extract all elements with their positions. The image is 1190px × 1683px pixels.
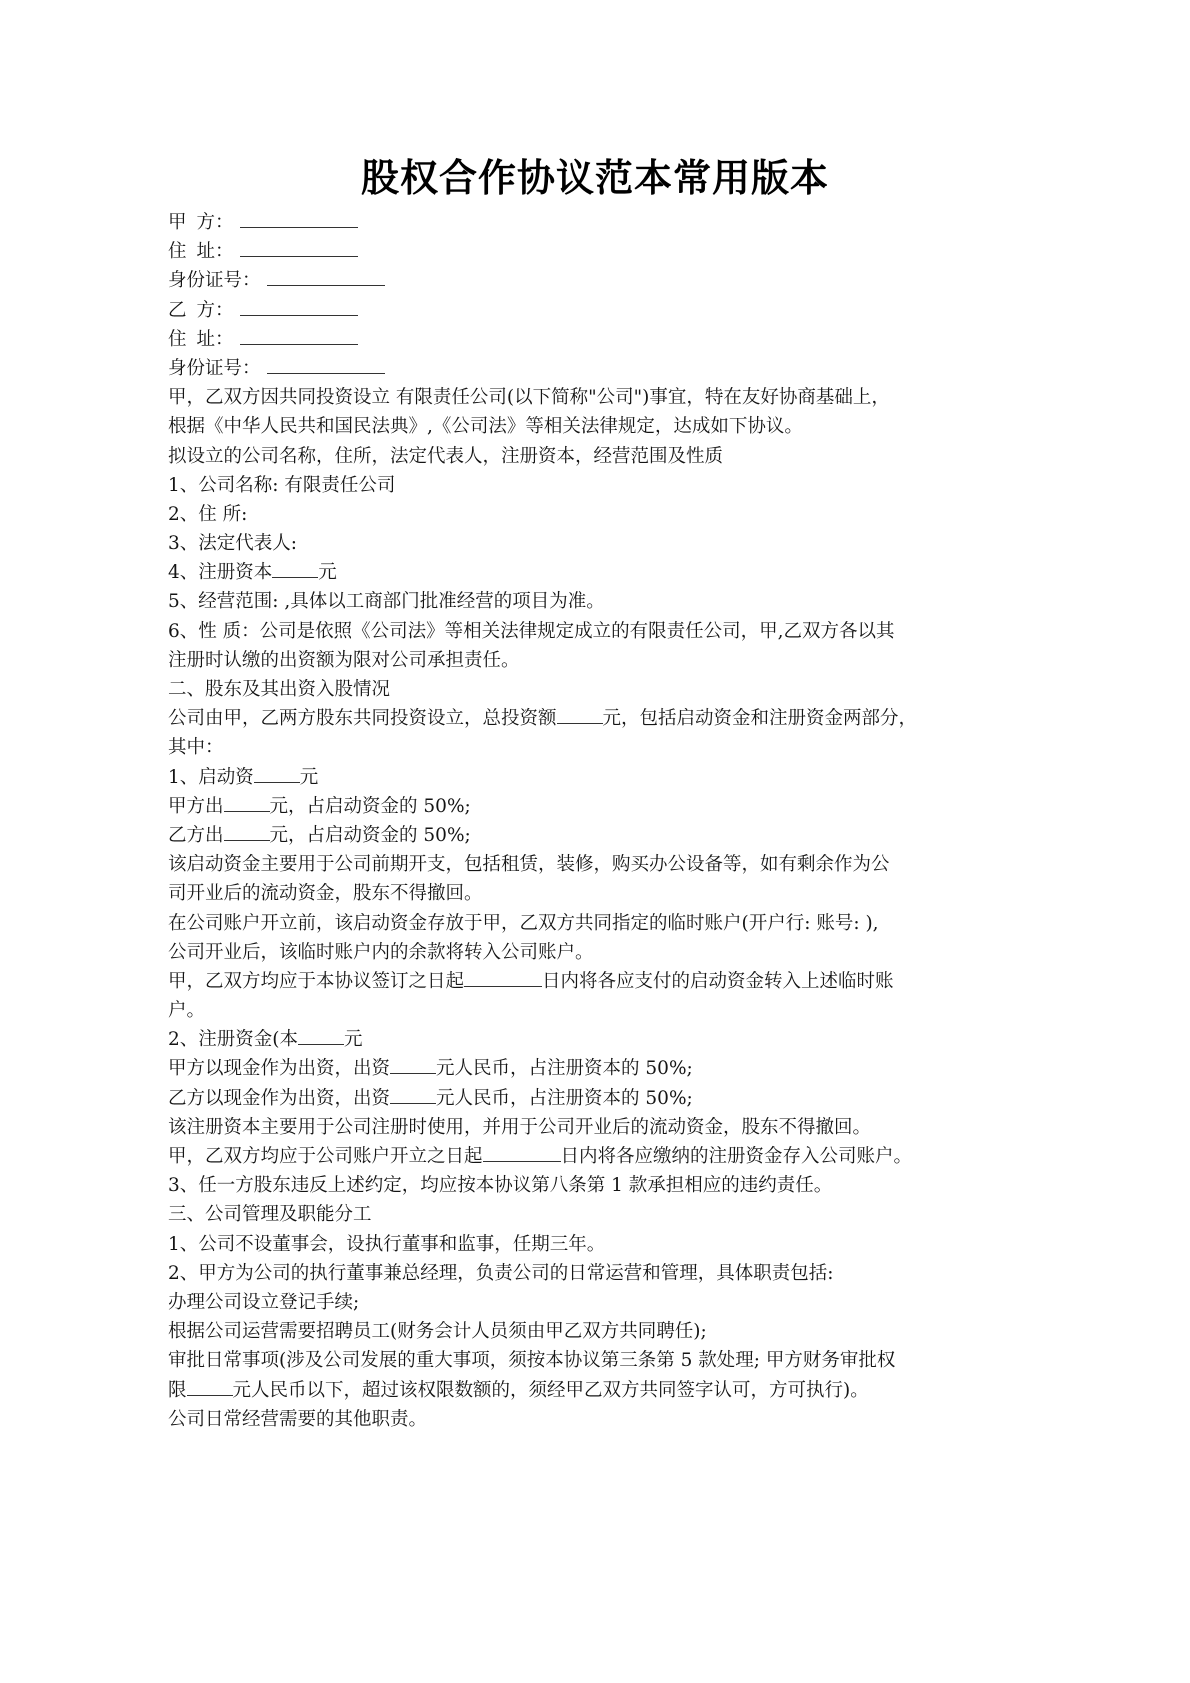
legal-rep-item: 3、法定代表人: <box>168 533 298 555</box>
party-b-registered-blank[interactable] <box>390 1087 436 1104</box>
intro-line: 根据《中华人民共和国民法典》,《公司法》等相关法律规定，达成如下协议。 <box>168 416 803 438</box>
party-b-registered-line: 乙方以现金作为出资，出资 元人民币，占注册资本的 50%; <box>168 1087 693 1109</box>
duty-item: 根据公司运营需要招聘员工(财务会计人员须由甲乙双方共同聘任); <box>168 1321 707 1343</box>
breach-clause-line: 3、任一方股东违反上述约定，均应按本协议第八条第 1 款承担相应的违约责任。 <box>168 1175 833 1197</box>
party-b-name-field: 乙 方： <box>168 296 1028 325</box>
party-a-registered-blank[interactable] <box>390 1057 436 1074</box>
duty-item-cont: 限 元人民币以下，超过该权限数额的，须经甲乙双方共同签字认可，方可执行)。 <box>168 1379 869 1401</box>
party-b-address-field: 住 址： <box>168 325 1028 354</box>
startup-fund-line: 1、启动资 元 <box>168 766 319 788</box>
company-nature-item-cont: 注册时认缴的出资额为限对公司承担责任。 <box>168 649 520 671</box>
company-nature-item: 6、性 质：公司是依照《公司法》等相关法律规定成立的有限责任公司，甲,乙双方各以其 <box>168 620 895 642</box>
document-title: 股权合作协议范本常用版本 <box>360 156 829 200</box>
startup-deadline-blank[interactable] <box>464 970 542 987</box>
party-a-id-field: 身份证号： <box>168 266 1028 295</box>
registered-fund-line: 2、注册资金(本 元 <box>168 1029 363 1051</box>
party-a-registered-line: 甲方以现金作为出资，出资 元人民币，占注册资本的 50%; <box>168 1058 693 1080</box>
intro-line: 甲，乙双方因共同投资设立 有限责任公司(以下简称"公司")事宜，特在友好协商基础上， <box>168 387 890 409</box>
party-a-name-blank[interactable] <box>240 211 358 228</box>
total-investment-line: 公司由甲，乙两方股东共同投资设立，总投资额 元，包括启动资金和注册资金两部分， <box>168 708 918 730</box>
board-item: 1、公司不设董事会，设执行董事和监事，任期三年。 <box>168 1233 606 1255</box>
party-a-id-blank[interactable] <box>267 269 385 286</box>
approval-limit-blank[interactable] <box>187 1379 233 1396</box>
section-heading: 二、股东及其出资入股情况 <box>168 679 391 700</box>
party-b-address-blank[interactable] <box>240 328 358 345</box>
startup-fund-blank[interactable] <box>254 766 300 783</box>
temp-account-line: 在公司账户开立前，该启动资金存放于甲，乙双方共同指定的临时账户(开户行: 账号: ), <box>168 912 879 934</box>
party-b-startup-line: 乙方出 元，占启动资金的 50%; <box>168 824 471 846</box>
total-investment-blank[interactable] <box>557 707 603 724</box>
registered-use-line: 该注册资本主要用于公司注册时使用，并用于公司开业后的流动资金，股东不得撤回。 <box>168 1116 872 1138</box>
startup-use-line: 该启动资金主要用于公司前期开支，包括租赁，装修，购买办公设备等，如有剩余作为公 <box>168 854 890 876</box>
registered-fund-blank[interactable] <box>298 1028 344 1045</box>
party-a-name-field: 甲 方： <box>168 208 1028 237</box>
company-address-item: 2、住 所: <box>168 503 248 525</box>
party-b-startup-blank[interactable] <box>224 824 270 841</box>
document-body <box>168 208 1028 1434</box>
executive-director-item: 2、甲方为公司的执行董事兼总经理，负责公司的日常运营和管理，具体职责包括: <box>168 1262 834 1284</box>
total-investment-line-cont: 其中： <box>168 737 224 759</box>
party-a-address-blank[interactable] <box>240 240 358 257</box>
business-scope-item: 5、经营范围: ,具体以工商部门批准经营的项目为准。 <box>168 591 605 613</box>
section-heading: 三、公司管理及职能分工 <box>168 1204 372 1226</box>
party-a-address-field: 住 址： <box>168 237 1028 266</box>
duty-item: 公司日常经营需要的其他职责。 <box>168 1408 428 1430</box>
duty-item: 审批日常事项(涉及公司发展的重大事项，须按本协议第三条第 5 款处理; 甲方财务审批权 <box>168 1350 896 1372</box>
party-a-startup-blank[interactable] <box>224 795 270 812</box>
startup-deadline-line: 甲，乙双方均应于本协议签订之日起 日内将各应支付的启动资金转入上述临时账 <box>168 970 894 992</box>
startup-deadline-line-cont: 户。 <box>168 1000 206 1022</box>
registered-capital-blank[interactable] <box>272 561 318 578</box>
intro-line: 拟设立的公司名称，住所，法定代表人，注册资本，经营范围及性质 <box>168 445 724 467</box>
party-b-id-blank[interactable] <box>267 357 385 374</box>
party-a-startup-line: 甲方出 元，占启动资金的 50%; <box>168 795 471 817</box>
temp-account-line-cont: 公司开业后，该临时账户内的余款将转入公司账户。 <box>168 941 594 963</box>
company-name-item: 1、公司名称: 有限责任公司 <box>168 474 396 496</box>
duty-item: 办理公司设立登记手续; <box>168 1291 360 1313</box>
registered-deadline-blank[interactable] <box>483 1145 561 1162</box>
startup-use-line-cont: 司开业后的流动资金，股东不得撤回。 <box>168 883 483 905</box>
registered-capital-item: 4、注册资本 元 <box>168 562 337 584</box>
party-b-id-field: 身份证号： <box>168 354 1028 383</box>
registered-deadline-line: 甲，乙双方均应于公司账户开立之日起 日内将各应缴纳的注册资金存入公司账户。 <box>168 1146 913 1167</box>
party-b-name-blank[interactable] <box>240 299 358 316</box>
